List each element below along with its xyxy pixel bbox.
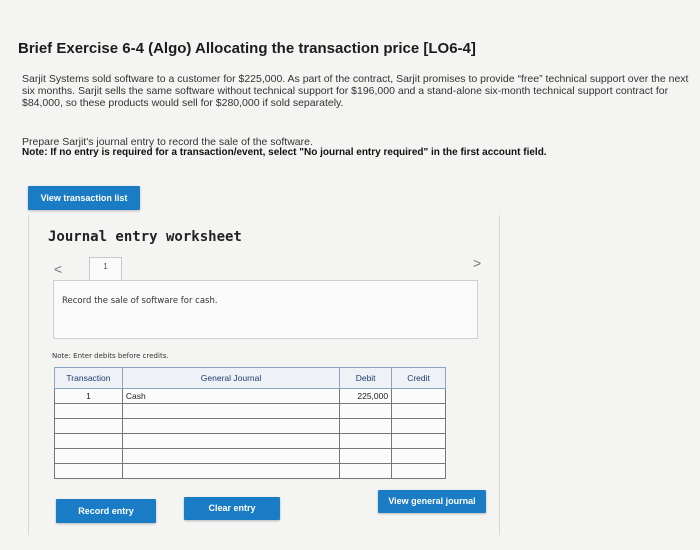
journal-header-row [55, 368, 446, 389]
debits-note: Note: Enter debits before credits. [52, 352, 169, 360]
account-field[interactable] [122, 434, 339, 449]
account-field[interactable] [122, 449, 339, 464]
table-row [55, 464, 446, 479]
entry-description-box [53, 280, 478, 339]
problem-prompt: Prepare Sarjit's journal entry to record the sale of the software. [22, 136, 313, 148]
credit-field[interactable] [392, 449, 446, 464]
credit-field[interactable] [392, 389, 446, 404]
account-field[interactable] [122, 464, 339, 479]
credit-field[interactable] [392, 434, 446, 449]
debit-field[interactable] [340, 434, 392, 449]
credit-header: Credit [392, 368, 446, 389]
transaction-header: Transaction [55, 368, 123, 389]
record-entry-button[interactable]: Record entry [56, 499, 156, 523]
debit-field[interactable] [340, 419, 392, 434]
table-row [55, 389, 446, 404]
transaction-cell [55, 434, 123, 449]
chevron-left-icon[interactable]: < [54, 261, 63, 277]
debit-field[interactable] [340, 464, 392, 479]
entry-description: Record the sale of software for cash. [62, 296, 218, 306]
credit-field[interactable] [392, 464, 446, 479]
debit-field[interactable] [340, 404, 392, 419]
table-row [55, 404, 446, 419]
view-general-journal-button[interactable]: View general journal [378, 490, 486, 513]
credit-field[interactable] [392, 419, 446, 434]
problem-text: Sarjit Systems sold software to a customer for $225,000. As part of the contract, Sarjit promises to provide “free” technical support over the next six months. Sarjit sells the same software without technical support for $196,000 and a stand-alone six-month technical support contract for $84,000, so these products would sell for $280,000 if sold separately. [22, 73, 689, 109]
chevron-right-icon[interactable]: > [473, 255, 482, 271]
debit-header: Debit [340, 368, 392, 389]
general-journal-header: General Journal [122, 368, 339, 389]
worksheet-title: Journal entry worksheet [48, 229, 242, 245]
view-transaction-list-button[interactable]: View transaction list [28, 186, 140, 210]
table-row [55, 434, 446, 449]
journal-table [54, 367, 446, 479]
transaction-cell [55, 404, 123, 419]
transaction-cell [55, 419, 123, 434]
account-field[interactable] [122, 419, 339, 434]
problem-note: Note: If no entry is required for a transaction/event, select "No journal entry required" in the first account field. [22, 147, 547, 158]
table-row [55, 449, 446, 464]
transaction-cell [55, 449, 123, 464]
account-field[interactable] [122, 404, 339, 419]
debit-field[interactable]: 225,000 [340, 389, 392, 404]
debit-field[interactable] [340, 449, 392, 464]
credit-field[interactable] [392, 404, 446, 419]
table-row [55, 419, 446, 434]
account-field[interactable]: Cash [122, 389, 339, 404]
transaction-cell: 1 [55, 389, 123, 404]
page-title: Brief Exercise 6-4 (Algo) Allocating the transaction price [LO6-4] [18, 40, 476, 57]
clear-entry-button[interactable]: Clear entry [184, 497, 280, 520]
step-tab-1[interactable]: 1 [89, 257, 122, 283]
transaction-cell [55, 464, 123, 479]
